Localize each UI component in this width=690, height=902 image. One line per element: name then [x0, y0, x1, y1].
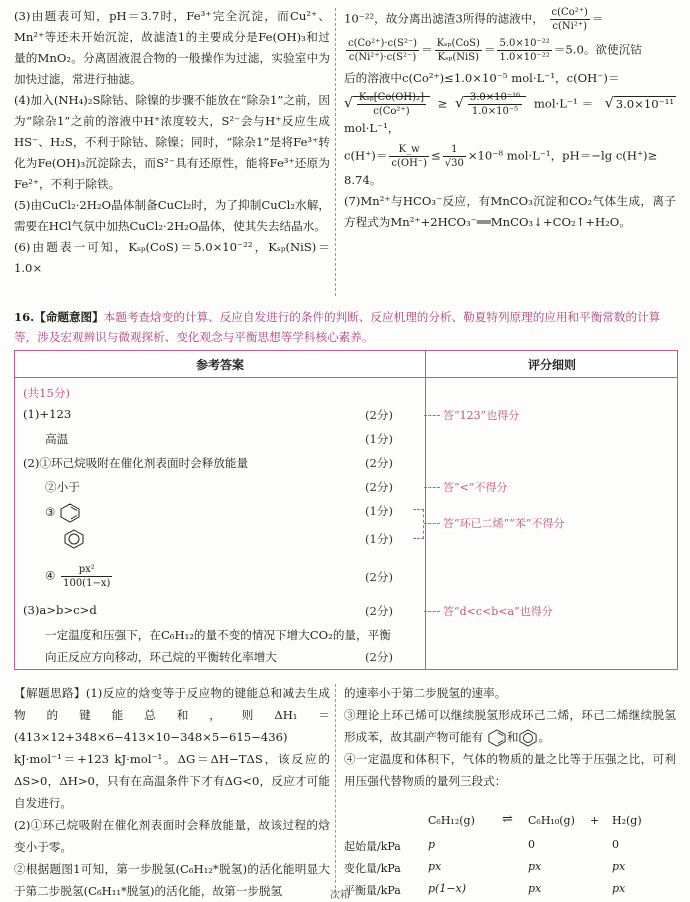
ion-product-fraction: $\frac{\text{c(Co²⁺)·c(S²⁻)}}{\text{c(Ni²⁺)·c(S²⁻)}}$: [348, 38, 418, 63]
answer-2-3: ③: [45, 503, 81, 523]
intent-text: 本题考查焓变的计算、反应自发进行的条件的判断、反应机理的分析、勒夏特列原理的应用和平衡常数的计算等，涉及宏观辨识与微观探析、变化观念与平衡思想等学科核心素养。: [14, 310, 661, 344]
points-2-4: (2分): [365, 570, 394, 584]
scoring-note-3: 答“环已二烯”“苯”不得分: [443, 517, 565, 530]
plus-sign: +: [590, 814, 600, 827]
header-reference-answer: 参考答案: [195, 358, 244, 372]
note-arrow-2: [424, 487, 440, 488]
row-equilibrium-c6h12: p(1−x): [428, 882, 467, 895]
math-line-3: 后的溶液中c(Co²⁺)≤1.0×10⁻⁵ mol·L⁻¹，c(OH⁻)＝: [344, 71, 620, 85]
root30-fraction: $\frac{1}{√30}$: [444, 144, 464, 169]
points-1: (2分): [365, 408, 394, 422]
ratio-fraction: $\frac{\text{c(Co²⁺)}}{\text{c(Ni²⁺)}}$: [551, 7, 588, 32]
ksp-fraction: $\frac{\text{Kₛₚ(CoS)}}{\text{Kₛₚ(NiS)}}$: [436, 38, 480, 63]
benzene-icon: [518, 729, 538, 747]
solution-2-3: ③理论上环己烯可以继续脱氢形成环己二烯，环己二烯继续脱氢形成苯，故其副产物可能有 和 。: [344, 704, 676, 748]
math-line-2: $\frac{\text{c(Co²⁺)·c(S²⁻)}}{\text{c(Ni²⁺)·c(S²⁻)}}$ ＝ $\frac{\text{Kₛₚ(CoS)}}{\text{Kₛₚ(NiS)}}$ ＝ $\frac{\text{5.0×10⁻²²}}{\text{1.0×10⁻²²}}$ ＝5.0。欲使沉钴: [348, 38, 642, 63]
page-label: 次箱: [330, 890, 350, 901]
equation-lhs: C₆H₁₂(g): [428, 814, 475, 827]
column-divider: [335, 8, 336, 296]
question-intent: [14, 307, 678, 347]
answer-3-line-1: 一定温度和压强下，在C₆H₁₂的量不变的情况下增大CO₂的量，平衡: [45, 628, 391, 642]
points-3b: (2分): [365, 650, 394, 664]
row-initial-label: 起始量/kPa: [344, 840, 401, 853]
row-equilibrium-label: 平衡量/kPa: [344, 884, 401, 897]
answer-table: [14, 350, 678, 670]
math-line-1: 10⁻²²，故分离出滤渣3所得的滤液中， $\frac{\text{c(Co²⁺)}}{\text{c(Ni²⁺)}}$ ＝: [344, 7, 604, 32]
row-change-h2: px: [612, 860, 626, 873]
row-equilibrium-h2: px: [612, 882, 626, 895]
bottom-left-column: [14, 682, 330, 902]
math-line-6: 8.74。: [344, 173, 382, 187]
header-scoring-rules: 评分细则: [527, 358, 576, 372]
value-fraction: $\frac{\text{5.0×10⁻²²}}{\text{1.0×10⁻²²}}$: [499, 38, 550, 63]
note-arrow-4: [424, 611, 440, 612]
top-left-column: [14, 6, 330, 279]
benzene-structure-icon: [63, 529, 85, 549]
points-3: (2分): [365, 604, 394, 618]
table-column-divider: [425, 351, 426, 669]
equation-rhs-1: C₆H₁₀(g): [528, 814, 575, 827]
paragraph-4: (4)加入(NH₄)₂S除钴、除镍的步骤不能放在“除杂1”之前，因为“除杂1”之前的溶液中H⁺浓度较大，S²⁻会与H⁺反应生成HS⁻、H₂S，不利于除钴、除镍；同时，“除杂1”是将Fe³⁺转化为Fe(OH)₃沉淀除去，而S²⁻具有还原性，能将Fe³⁺还原为Fe²⁺，不利于除铁。: [14, 93, 330, 191]
note-arrow-3: [424, 523, 440, 524]
solution-2-2-cont: 的速率小于第二步脱氢的速率。: [344, 686, 507, 700]
question-number: 16.: [14, 310, 35, 324]
solution-2-4: ④一定温度和体积下，气体的物质的量之比等于压强之比，可利用压强代替物质的量列三段式：: [344, 752, 676, 788]
hydroxide-fraction: $\frac{\text{Kₛₚ[Co(OH)₂]}}{\text{c(Co²⁺)}}$: [358, 92, 424, 117]
bottom-right-column: [344, 682, 676, 792]
numeric-fraction: $\frac{\text{3.0×10⁻¹⁶}}{\text{1.0×10⁻⁵}}$: [469, 92, 521, 117]
equation-rhs-2: H₂(g): [612, 814, 642, 827]
math-line-5: c(H⁺)＝ $\frac{K\_w}{c(OH^-)}$ ≤ $\frac{1}{√30}$ ×10⁻⁸ mol·L⁻¹，pH＝−lg c(H⁺)≥: [344, 144, 658, 169]
answer-1b: 高温: [45, 432, 69, 446]
solution-2-1: (2)①环己烷吸附在催化剂表面时会释放能量，故该过程的焓变小于零。: [14, 818, 330, 854]
row-change-c6h12: px: [428, 860, 442, 873]
paragraph-3: (3)由题表可知，pH＝3.7时，Fe³⁺完全沉淀，而Cu²⁺、Mn²⁺等还未开始沉淀，故滤渣1的主要成分是Fe(OH)₃和过量的MnO₂。分离固液混合物的一般操作为过滤，实验室中为加快过滤，常进行抽滤。: [14, 9, 330, 86]
solution-2-2: ②根据题图1可知，第一步脱氢(C₆H₁₂*脱氢)的活化能明显大于第二步脱氢(C₆H₁₁*脱氢)的活化能，故第一步脱氢: [14, 862, 330, 898]
points-2-2: (2分): [365, 480, 394, 494]
points-1b: (1分): [365, 432, 394, 446]
answer-2-1: (2)①环己烷吸附在催化剂表面时会释放能量: [23, 456, 249, 470]
points-2-3b: (1分): [365, 532, 394, 546]
note-arrow-1: [424, 415, 440, 416]
row-equilibrium-c6h10: px: [528, 882, 542, 895]
paragraph-7: (7)Mn²⁺与HCO₃⁻反应，有MnCO₃沉淀和CO₂气体生成，离子方程式为Mn²⁺+2HCO₃⁻══MnCO₃↓+CO₂↑+H₂O。: [344, 194, 676, 229]
scoring-note-4: 答“d<c<b<a”也得分: [443, 605, 553, 618]
points-2-3a: (1分): [365, 504, 394, 518]
math-line-4: √ $\frac{\text{Kₛₚ[Co(OH)₂]}}{\text{c(Co²⁺)}}$ ≥ √ $\frac{\text{3.0×10⁻¹⁶}}{\text{1.0×10⁻⁵}}$ mol·L⁻¹＝ √ 3.0×10⁻¹¹ mol·L⁻¹，: [344, 92, 675, 135]
answer-3-line-2: 向正反应方向移动，环己烷的平衡转化率增大: [45, 650, 277, 664]
cyclohexadiene-structure-icon: [59, 503, 81, 523]
row-change-c6h10: px: [528, 860, 542, 873]
kw-fraction: $\frac{K\_w}{c(OH^-)}$: [391, 144, 427, 169]
answer-2-2: ②小于: [45, 480, 80, 494]
equilibrium-arrow: ⇌: [502, 812, 513, 827]
solution-1: 【解题思路】(1)反应的焓变等于反应物的键能总和减去生成物的键能总和，则ΔH₁＝(413×12+348×6−413×10−348×5−615−436) kJ·mol⁻¹＝+123 kJ·mol⁻¹。ΔG＝ΔH−TΔS，该反应的ΔS>0，ΔH>0，只有在高温条件下才有ΔG<0，反应才可能自发进行。: [14, 686, 330, 810]
table-header: [15, 351, 677, 378]
answer-3: (3)a>b>c>d: [23, 603, 97, 617]
intent-tag: 【命题意图】: [34, 310, 104, 324]
row-initial-c6h10: 0: [528, 838, 535, 851]
scoring-note-2: 答“<”不得分: [443, 481, 508, 494]
points-2-1: (2分): [365, 456, 394, 470]
row-change-label: 变化量/kPa: [344, 862, 401, 875]
answer-2-4: ④ $\frac{\text{px²}}{100(1-x)}$: [45, 564, 111, 589]
paragraph-6: (6)由题表一可知，Kₛₚ(CoS)＝5.0×10⁻²²，Kₛₚ(NiS)＝1.0×: [14, 240, 330, 275]
total-score: (共15分): [23, 386, 70, 400]
column-divider-bottom: [335, 684, 336, 898]
scoring-note-1: 答“123”也得分: [443, 409, 520, 422]
paragraph-5: (5)由CuCl₂·2H₂O晶体制备CuCl₂时，为了抑制CuCl₂水解，需要在HCl气氛中加热CuCl₂·2H₂O晶体，使其失去结晶水。: [14, 198, 330, 233]
answer-2-3b: [63, 529, 85, 549]
cyclohexadiene-icon: [487, 729, 507, 747]
top-right-column: [344, 6, 676, 233]
kp-expression: $\frac{\text{px²}}{100(1-x)}$: [63, 564, 111, 589]
bracket: [413, 509, 424, 539]
row-initial-c6h12: p: [428, 838, 436, 851]
row-initial-h2: 0: [612, 838, 619, 851]
answer-1: (1)+123: [23, 407, 72, 421]
